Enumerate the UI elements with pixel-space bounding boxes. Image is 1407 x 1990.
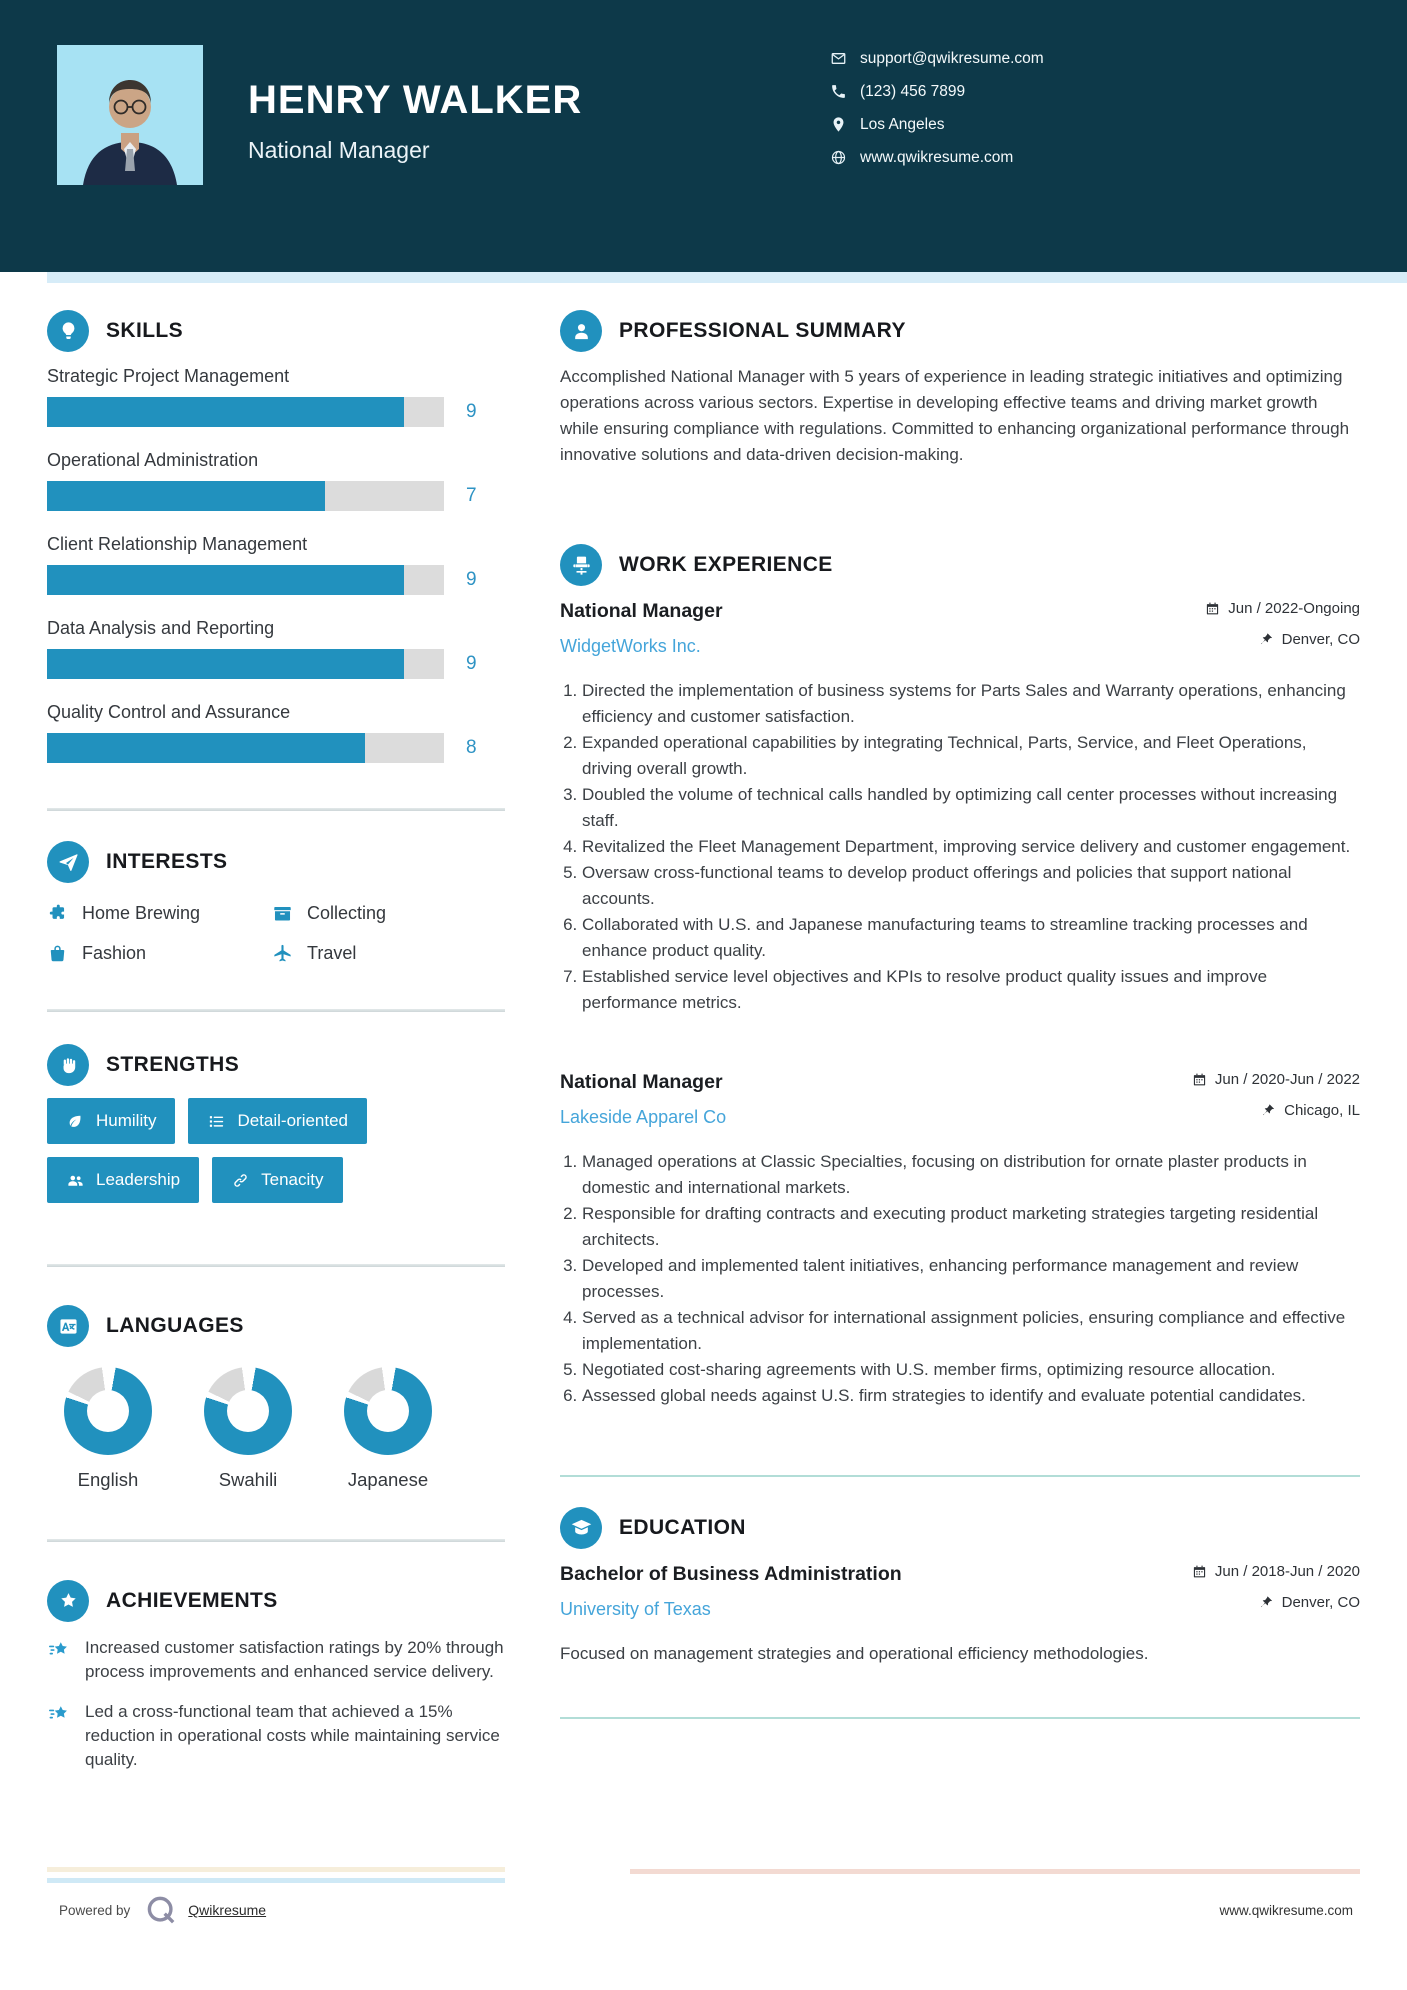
paper-plane-icon [47,841,89,883]
contact-list [830,42,1044,174]
skill-bar-track [47,733,444,763]
skill-label: Data Analysis and Reporting [47,618,275,638]
language-item [343,1367,433,1491]
star-icon [47,1580,89,1622]
strength-icon [66,1171,85,1190]
job-location: Chicago, IL [1192,1102,1360,1119]
education-dates: Jun / 2018-Jun / 2020 [1192,1563,1360,1580]
job-bullet: 5. Negotiated cost-sharing agreements with U.S. member firms, optimizing resource allocation. [582,1357,1360,1383]
achievements-section-header [47,1580,505,1622]
interests-heading: INTERESTS [106,850,228,873]
divider [47,1264,505,1267]
bottom-strip-blue [47,1878,505,1883]
qwikresume-logo-icon [144,1893,178,1927]
skill-row [47,618,505,679]
education-entry [560,1563,1360,1667]
job-bullet: 6. Collaborated with U.S. and Japanese manufacturing teams to streamline tracking processes and enhance product quality. [582,912,1360,964]
job-bullet-list [560,678,1360,1016]
skill-bar-fill [47,565,404,595]
shooting-star-icon [47,1638,71,1662]
skill-row [47,450,505,511]
interest-icon [272,943,293,964]
summary-heading: PROFESSIONAL SUMMARY [619,319,906,342]
footer [0,1893,1407,1927]
interests-list [47,893,505,973]
skill-row [47,702,505,763]
calendar-icon [1192,1564,1207,1579]
achievements-heading: ACHIEVEMENTS [106,1589,278,1612]
contact-item[interactable] [830,75,1044,108]
job-bullet: 3. Doubled the volume of technical calls handled by optimizing call center processes without increasing staff. [582,782,1360,834]
strength-label: Humility [96,1111,157,1130]
skill-value: 9 [466,653,477,674]
job-title: National Manager [560,1071,723,1093]
skill-row [47,366,505,427]
interest-icon [272,903,293,924]
footer-site-link[interactable]: www.qwikresume.com [1219,1902,1353,1918]
languages-section-header [47,1305,505,1347]
language-donut-chart [64,1367,152,1455]
interest-label: Home Brewing [82,902,201,923]
skill-value: 9 [466,401,477,422]
strength-label: Leadership [96,1170,181,1189]
strength-icon [207,1112,226,1131]
education-description: Focused on management strategies and operational efficiency methodologies. [560,1644,1149,1663]
qwikresume-brand-link[interactable]: Qwikresume [188,1902,267,1918]
contact-icon [830,116,847,133]
job-bullet: 2. Responsible for drafting contracts and executing product marketing strategies targeting residential architects. [582,1201,1360,1253]
skill-label: Client Relationship Management [47,534,308,554]
contact-item[interactable] [830,108,1044,141]
skill-bar-fill [47,481,325,511]
bottom-strip-cream [47,1867,505,1872]
strength-label: Detail-oriented [237,1111,349,1130]
achievement-text: Increased customer satisfaction ratings by 20% through process improvements and enhanced service delivery. [85,1638,504,1681]
calendar-icon [1192,1072,1207,1087]
powered-by-label: Powered by [59,1902,131,1918]
bottom-strip-pink [630,1869,1360,1874]
skill-value: 9 [466,569,477,590]
shooting-star-icon [47,1702,71,1726]
skill-label: Operational Administration [47,450,259,470]
education-section-header [560,1507,1360,1549]
skill-bar-fill [47,397,404,427]
contact-icon [830,149,847,166]
right-column [560,272,1360,1719]
education-location: Denver, CO [1192,1594,1360,1611]
contact-text: Los Angeles [860,115,945,133]
interest-icon [47,903,68,924]
divider [47,1539,505,1542]
contact-icon [830,83,847,100]
skill-label: Quality Control and Assurance [47,702,291,722]
language-label: Japanese [347,1469,429,1490]
job-company-link[interactable]: Lakeside Apparel Co [560,1107,727,1127]
contact-text: support@qwikresume.com [860,49,1044,67]
graduation-cap-icon [560,1507,602,1549]
translate-icon [47,1305,89,1347]
summary-section-header [560,310,1360,352]
education-degree: Bachelor of Business Administration [560,1563,902,1585]
calendar-icon [1205,601,1220,616]
job-bullet-list [560,1149,1360,1409]
skill-bar-fill [47,649,404,679]
strength-icon [66,1112,85,1131]
achievement-item [47,1700,505,1772]
skills-list [47,366,505,763]
lightbulb-icon [47,310,89,352]
skill-bar-track [47,397,444,427]
divider [560,1717,1360,1719]
experience-heading: WORK EXPERIENCE [619,553,833,576]
interest-label: Travel [307,942,357,963]
strengths-list [47,1098,505,1216]
job-bullet: 1. Directed the implementation of business systems for Parts Sales and Warranty operations, enhancing efficiency and customer satisfaction. [582,678,1360,730]
interest-item [47,933,272,973]
interest-label: Fashion [82,942,147,963]
job-bullet: 3. Developed and implemented talent initiatives, enhancing performance management and review processes. [582,1253,1360,1305]
summary-text: Accomplished National Manager with 5 years of experience in leading strategic initiatives and optimizing operations across various sectors. Expertise in developing effective teams and driving market growth while ensuring compliance with regulations. Committed to enhancing organizational performance through innovative solutions and data-driven decision-making. [560,367,1350,464]
interest-item [272,933,505,973]
header-accent-strip [47,272,1407,283]
skill-row [47,534,505,595]
strengths-heading: STRENGTHS [106,1053,240,1076]
language-donut-chart [204,1367,292,1455]
contact-item[interactable] [830,141,1044,174]
contact-item[interactable] [830,42,1044,75]
interests-section-header [47,841,505,883]
language-label: Swahili [218,1469,278,1490]
achievements-list [47,1636,505,1772]
person-title: National Manager [248,137,430,163]
contact-text: (123) 456 7899 [860,82,966,100]
job-bullet: 5. Oversaw cross-functional teams to develop product offerings and policies that support national accounts. [582,860,1360,912]
interest-item [47,893,272,933]
achievement-text: Led a cross-functional team that achieved a 15% reduction in operational costs while maintaining service quality. [85,1702,500,1769]
skill-value: 8 [466,737,477,758]
divider [560,1475,1360,1477]
job-entry [560,1071,1360,1409]
divider [47,1009,505,1012]
language-item [63,1367,153,1491]
header [0,0,1407,272]
skill-value: 7 [466,485,477,506]
job-location: Denver, CO [1205,631,1360,648]
job-bullet: 1. Managed operations at Classic Specialties, focusing on distribution for ornate plaster products in domestic and international markets. [582,1149,1360,1201]
fist-icon [47,1044,89,1086]
strengths-section-header [47,1044,505,1086]
strength-badge [47,1157,199,1203]
user-icon [560,310,602,352]
person-name: HENRY WALKER [248,78,583,122]
job-entry [560,600,1360,1016]
contact-text: www.qwikresume.com [860,148,1014,166]
left-column [47,272,505,1788]
strength-badge [212,1157,342,1203]
language-donut-chart [344,1367,432,1455]
job-title: National Manager [560,600,723,622]
job-bullet: 2. Expanded operational capabilities by integrating Technical, Parts, Service, and Fleet Operations, driving overall growth. [582,730,1360,782]
contact-icon [830,50,847,67]
pushpin-icon [1259,1595,1274,1610]
skill-bar-track [47,565,444,595]
interest-label: Collecting [307,902,387,923]
skill-bar-track [47,649,444,679]
strength-badge [188,1098,367,1144]
job-dates: Jun / 2022-Ongoing [1205,600,1360,617]
job-bullet: 4. Served as a technical advisor for international assignment policies, ensuring compliance and effective implementation. [582,1305,1360,1357]
skills-section-header [47,310,505,352]
languages-heading: LANGUAGES [106,1314,244,1337]
strength-badge [47,1098,175,1144]
education-school-link[interactable]: University of Texas [560,1599,711,1619]
job-bullet: 7. Established service level objectives and KPIs to resolve product quality issues and improve performance metrics. [582,964,1360,1016]
skill-bar-track [47,481,444,511]
office-chair-icon [560,544,602,586]
job-bullet: 6. Assessed global needs against U.S. firm strategies to identify and evaluate potential candidates. [582,1383,1360,1409]
language-label: English [77,1469,139,1490]
profile-photo [57,45,203,185]
job-bullet: 4. Revitalized the Fleet Management Department, improving service delivery and customer engagement. [582,834,1360,860]
strength-icon [231,1171,250,1190]
skill-bar-fill [47,733,365,763]
interest-item [272,893,505,933]
experience-section-header [560,544,1360,586]
pushpin-icon [1261,1103,1276,1118]
interest-icon [47,943,68,964]
divider [47,808,505,811]
strength-label: Tenacity [261,1170,324,1189]
pushpin-icon [1259,632,1274,647]
languages-list [47,1367,505,1491]
job-company-link[interactable]: WidgetWorks Inc. [560,636,701,656]
skills-heading: SKILLS [106,319,184,342]
job-dates: Jun / 2020-Jun / 2022 [1192,1071,1360,1088]
education-heading: EDUCATION [619,1516,746,1539]
language-item [203,1367,293,1491]
skill-label: Strategic Project Management [47,366,290,386]
achievement-item [47,1636,505,1684]
